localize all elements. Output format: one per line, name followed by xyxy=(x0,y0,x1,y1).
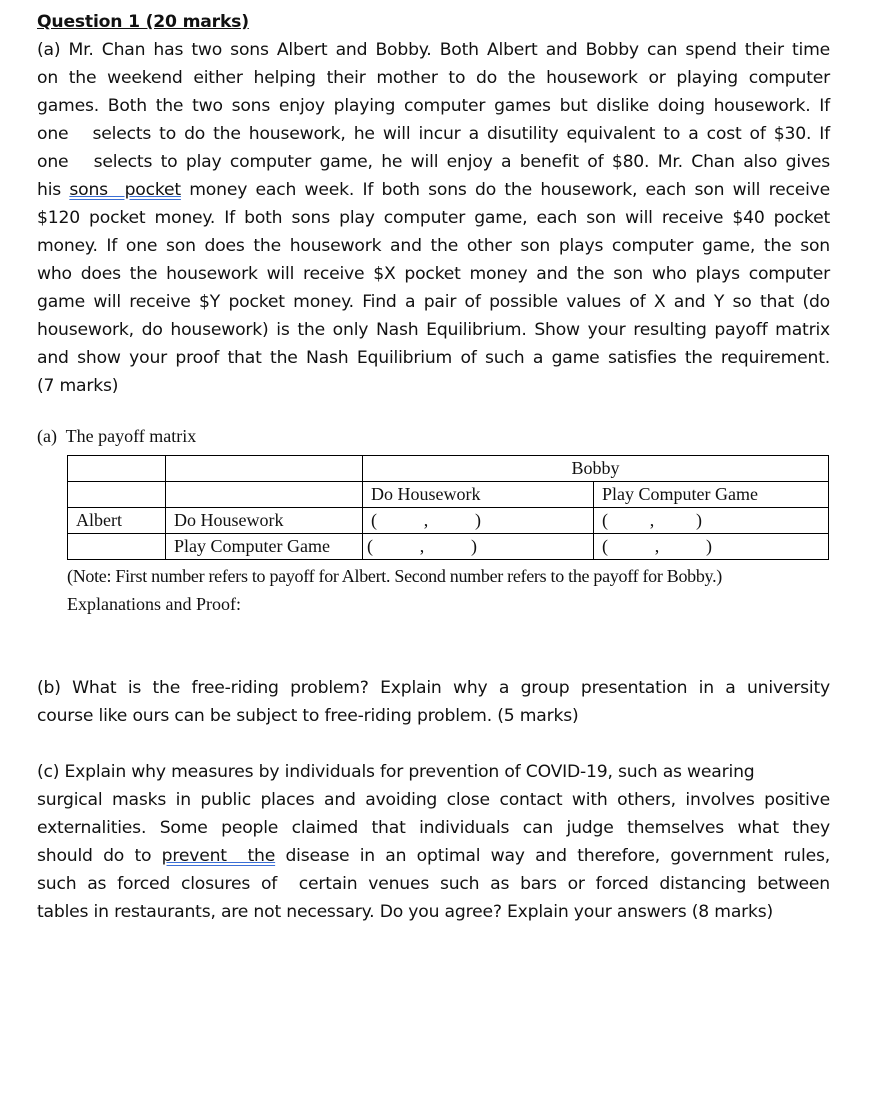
part-c-line xyxy=(37,842,830,870)
col-strategy-game: Play Computer Game xyxy=(594,482,829,508)
payoff-cell[interactable] xyxy=(594,534,829,560)
part-b xyxy=(37,674,830,730)
comma: , xyxy=(419,536,425,556)
part-a-line: one selects to do the housework, he will incur a disutility equivalent to a cost of $30. If xyxy=(37,124,830,144)
part-c-line: (c) Explain why measures by individuals for prevention of COVID-19, such as wearing xyxy=(37,762,755,782)
empty-cell xyxy=(166,482,363,508)
spellcheck-flag[interactable]: sons pocket xyxy=(69,180,181,200)
part-c-line: such as forced closures of certain venues such as bars or forced distancing between xyxy=(37,874,830,894)
empty-cell xyxy=(68,456,166,482)
paren: ( xyxy=(367,536,373,556)
explanations-label: Explanations and Proof: xyxy=(67,594,241,614)
payoff-cell[interactable] xyxy=(363,508,594,534)
empty-cell xyxy=(68,482,166,508)
paren: ( xyxy=(602,536,608,556)
paren: ) xyxy=(475,510,481,530)
comma: , xyxy=(423,510,429,530)
part-a-line: money. If one son does the housework and the other son plays computer game, the son xyxy=(37,236,830,256)
part-b-line: course like ours can be subject to free-riding problem. (5 marks) xyxy=(37,706,579,726)
paren: ( xyxy=(602,510,608,530)
part-a-line: who does the housework will receive $X pocket money and the son who plays computer xyxy=(37,264,830,284)
question-1 xyxy=(37,8,830,400)
payoff-note: (Note: First number refers to payoff for Albert. Second number refers to the payoff for Bobby.) xyxy=(67,566,722,586)
payoff-cell[interactable] xyxy=(363,534,594,560)
part-c-line: surgical masks in public places and avoiding close contact with others, involves positive xyxy=(37,790,830,810)
part-a-line: one selects to play computer game, he will enjoy a benefit of $80. Mr. Chan also gives xyxy=(37,152,830,172)
part-c-line: externalities. Some people claimed that individuals can judge themselves what they xyxy=(37,818,830,838)
spellcheck-flag[interactable]: prevent the xyxy=(161,846,276,866)
comma: , xyxy=(649,510,655,530)
paren: ) xyxy=(706,536,712,556)
part-a-line: game will receive $Y pocket money. Find a pair of possible values of X and Y so that (do xyxy=(37,292,830,312)
paren: ( xyxy=(371,510,377,530)
part-a-line: games. Both the two sons enjoy playing computer games but dislike doing housework. If xyxy=(37,96,830,116)
payoff-matrix xyxy=(67,455,829,560)
empty-cell xyxy=(166,456,363,482)
part-a-line: $120 pocket money. If both sons play computer game, each son will receive $40 pocket xyxy=(37,208,830,228)
empty-cell xyxy=(68,534,166,560)
payoff-matrix-label: (a) The payoff matrix xyxy=(37,426,197,446)
col-strategy-housework: Do Housework xyxy=(363,482,594,508)
row-strategy-housework: Do Housework xyxy=(166,508,363,534)
part-b-line: (b) What is the free-riding problem? Explain why a group presentation in a university xyxy=(37,678,830,698)
text: his xyxy=(37,180,70,200)
paren: ) xyxy=(696,510,702,530)
comma: , xyxy=(654,536,660,556)
part-a-line: (7 marks) xyxy=(37,376,119,396)
text: should do to xyxy=(37,846,162,866)
question-title: Question 1 (20 marks) xyxy=(37,12,249,32)
paren: ) xyxy=(471,536,477,556)
column-player: Bobby xyxy=(363,456,829,482)
text: disease in an optimal way and therefore, government rules, xyxy=(275,846,830,866)
part-a-line: on the weekend either helping their mother to do the housework or playing computer xyxy=(37,68,830,88)
part-a-line: and show your proof that the Nash Equilibrium of such a game satisfies the requirement. xyxy=(37,348,830,368)
payoff-cell[interactable] xyxy=(594,508,829,534)
text: money each week. If both sons do the housework, each son will receive xyxy=(180,180,831,200)
part-a-line xyxy=(37,176,830,204)
part-a-line: (a) Mr. Chan has two sons Albert and Bobby. Both Albert and Bobby can spend their time xyxy=(37,40,830,60)
row-player: Albert xyxy=(68,508,166,534)
part-a-line: housework, do housework) is the only Nash Equilibrium. Show your resulting payoff matrix xyxy=(37,320,830,340)
row-strategy-game: Play Computer Game xyxy=(166,534,363,560)
part-c-line: tables in restaurants, are not necessary. Do you agree? Explain your answers (8 marks) xyxy=(37,902,774,922)
part-c xyxy=(37,758,830,926)
